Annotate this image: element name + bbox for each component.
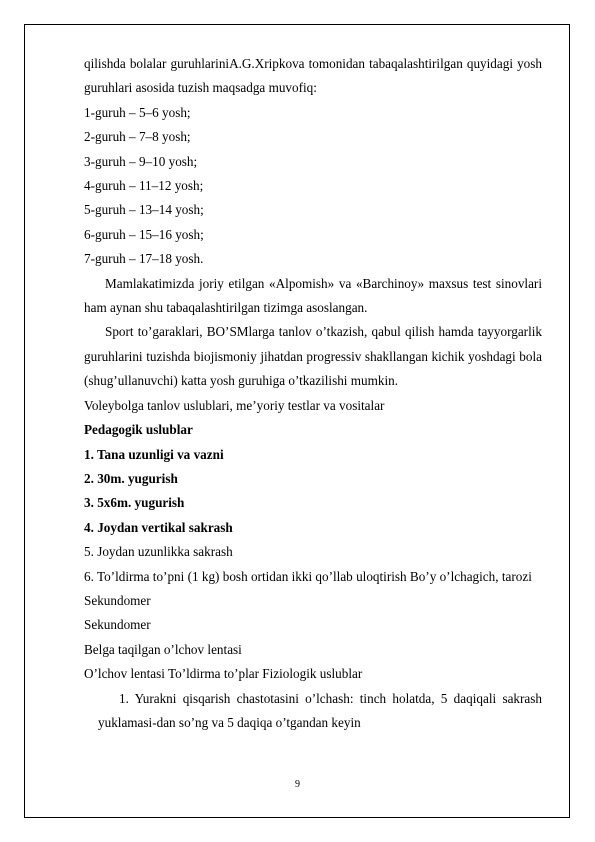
tool-1: Sekundomer (84, 592, 151, 608)
age-group-7: 7-guruh – 17–18 yosh. (84, 251, 204, 267)
age-group-2: 2-guruh – 7–8 yosh; (84, 129, 191, 145)
volleyball-heading: Voleybolga tanlov uslublari, me’yoriy testlar va vositalar (84, 397, 385, 413)
age-group-5: 5-guruh – 13–14 yosh; (84, 202, 204, 218)
tests-paragraph: Mamlakatimizda joriy etilgan «Alpomish» va «Barchinoy» maxsus test sinovlari ham aynan shu tabaqalashtirilgan tizimga asoslangan. (84, 275, 542, 316)
physiological-item-1: 1. Yurakni qisqarish chastotasini o’lchash: tinch holatda, 5 daqiqali sakrash yuklamasi-dan so’ng va 5 daqiqa o’tgandan keyin (98, 690, 542, 730)
page-number: 9 (295, 779, 300, 790)
intro-paragraph: qilishda bolalar guruhlariniA.G.Xripkova tomonidan tabaqalashtirilgan quyidagi yosh guruhlari asosida tuzish maqsadga muvofiq: (84, 56, 542, 96)
pedagogical-heading: Pedagogik uslublar (84, 422, 193, 438)
method-item-4: 4. Joydan vertikal sakrash (84, 519, 233, 535)
age-group-4: 4-guruh – 11–12 yosh; (84, 178, 204, 194)
sport-paragraph: Sport to’garaklari, BO’SMlarga tanlov o’tkazish, qabul qilish hamda tayyorgarlik guruhlarini tuzishda biojismoniy jihatdan progressiv shakllangan kichik yoshdagi bola (shug’ullanuvchi) katta yosh guruhiga o’tkazilishi mumkin. (84, 324, 542, 389)
tool-4: O’lchov lentasi To’ldirma to’plar Fiziologik uslublar (84, 666, 363, 682)
method-item-1: 1. Tana uzunligi va vazni (84, 446, 224, 462)
method-item-5: 5. Joydan uzunlikka sakrash (84, 544, 233, 560)
method-item-3: 3. 5x6m. yugurish (84, 495, 185, 511)
age-group-3: 3-guruh – 9–10 yosh; (84, 153, 198, 169)
method-item-2: 2. 30m. yugurish (84, 470, 178, 486)
tool-3: Belga taqilgan o’lchov lentasi (84, 641, 242, 657)
tool-2: Sekundomer (84, 617, 151, 633)
method-item-6: 6. To’ldirma to’pni (1 kg) bosh ortidan ikki qo’llab uloqtirish Bo’y o’lchagich, tarozi (84, 568, 532, 584)
age-group-6: 6-guruh – 15–16 yosh; (84, 226, 204, 242)
age-group-1: 1-guruh – 5–6 yosh; (84, 104, 191, 120)
document-body (84, 52, 542, 735)
